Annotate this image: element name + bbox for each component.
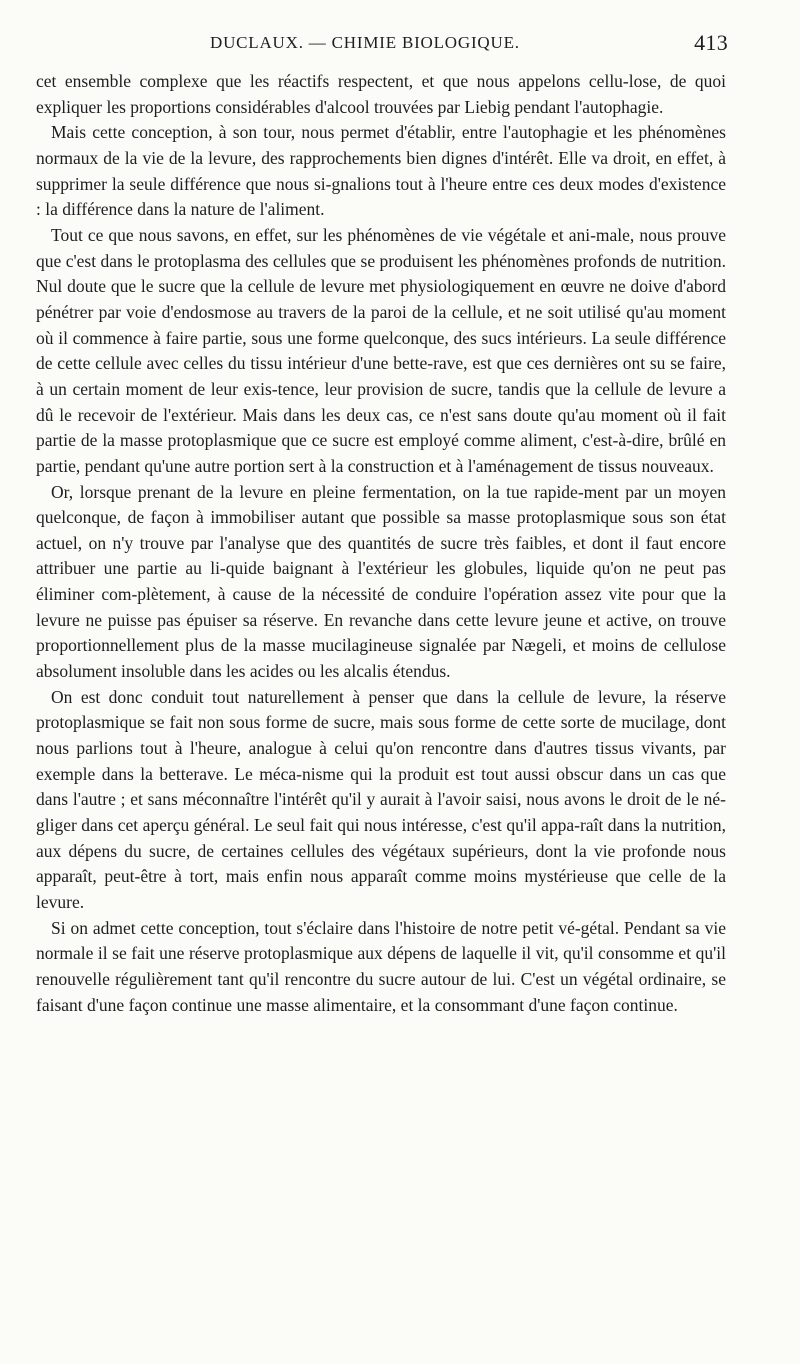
paragraph: Tout ce que nous savons, en effet, sur les phénomènes de vie végétale et ani-male, nous prouve que c'est dans le protoplasma des cellules que se produisent les phénomènes profonds de nutrition. Nul doute que le sucre que la cellule de levure met physiologiquement en œuvre ne doive d'abord pénétrer par voie d'endosmose au travers de la paroi de la cellule, et ne soit utilisé qu'au moment où il commence à faire partie, sous une forme quelconque, des sucs intérieurs. La seule différence de cette cellule avec celles du tissu intérieur d'une bette-rave, est que ces dernières ont su se faire, à un certain moment de leur exis-tence, leur provision de sucre, tandis que la cellule de levure a dû le recevoir de l'extérieur. Mais dans les deux cas, ce n'est sans doute qu'au moment où il fait partie de la masse protoplasmique que ce sucre est employé comme aliment, c'est-à-dire, brûlé en partie, pendant qu'une autre portion sert à la construction et à l'aménagement de tissus nouveaux. xyxy=(36,224,726,476)
paragraph: Mais cette conception, à son tour, nous permet d'établir, entre l'autophagie et les phénomènes normaux de la vie de la levure, des rapprochements bien dignes d'intérêt. Elle va droit, en effet, à supprimer la seule différence que nous si-gnalions tout à l'heure entre ces deux modes d'existence : la différence dans la nature de l'aliment. xyxy=(36,122,726,220)
page-header xyxy=(36,30,728,60)
paragraph: Or, lorsque prenant de la levure en pleine fermentation, on la tue rapide-ment par un moyen quelconque, de façon à immobiliser autant que possible sa masse protoplasmique sous son état actuel, on n'y trouve par l'analyse que des quantités de sucre très faibles, et dont il faut encore attribuer une partie au li-quide baignant à l'extérieur les globules, liquide qu'on ne peut pas éliminer com-plètement, à cause de la nécessité de conduire l'opération assez vite pour que la levure ne puisse pas épuiser sa réserve. En revanche dans cette levure jeune et active, on trouve proportionnellement plus de la masse mucilagineuse signalée par Nægeli, et moins de cellulose absolument insoluble dans les acides ou les alcalis étendus. xyxy=(36,481,726,682)
paragraph: Si on admet cette conception, tout s'éclaire dans l'histoire de notre petit vé-gétal. Pendant sa vie normale il se fait une réserve protoplasmique aux dépens de laquelle il vit, qu'il consomme et qu'il renouvelle régulièrement tant qu'il rencontre du sucre autour de lui. C'est un végétal ordinaire, se faisant d'une façon continue une masse alimentaire, et la consommant d'une façon continue. xyxy=(36,917,726,1015)
paragraph: cet ensemble complexe que les réactifs respectent, et que nous appelons cellu-lose, de quoi expliquer les proportions considérables d'alcool trouvées par Liebig pendant l'autophagie. xyxy=(36,71,726,117)
page-number: 413 xyxy=(694,30,728,55)
paragraph: On est donc conduit tout naturellement à penser que dans la cellule de levure, la réserve protoplasmique se fait non sous forme de sucre, mais sous forme de cette sorte de mucilage, dont nous parlions tout à l'heure, analogue à celui qu'on rencontre dans d'autres tissus vivants, par exemple dans la betterave. Le méca-nisme qui la produit est tout aussi obscur dans un cas que dans l'autre ; et sans méconnaître l'intérêt qu'il y aurait à l'avoir saisi, nous avons le droit de le né-gliger dans cet aperçu général. Le seul fait qui nous intéresse, c'est qu'il appa-raît dans la nutrition, aux dépens du sucre, de certaines cellules des végétaux supérieurs, dont la vie profonde nous apparaît, peut-être à tort, mais enfin nous apparaît comme moins mystérieuse que celle de la levure. xyxy=(36,686,726,912)
running-head: DUCLAUX. — CHIMIE BIOLOGIQUE. xyxy=(210,33,520,52)
body-text xyxy=(36,69,726,1018)
